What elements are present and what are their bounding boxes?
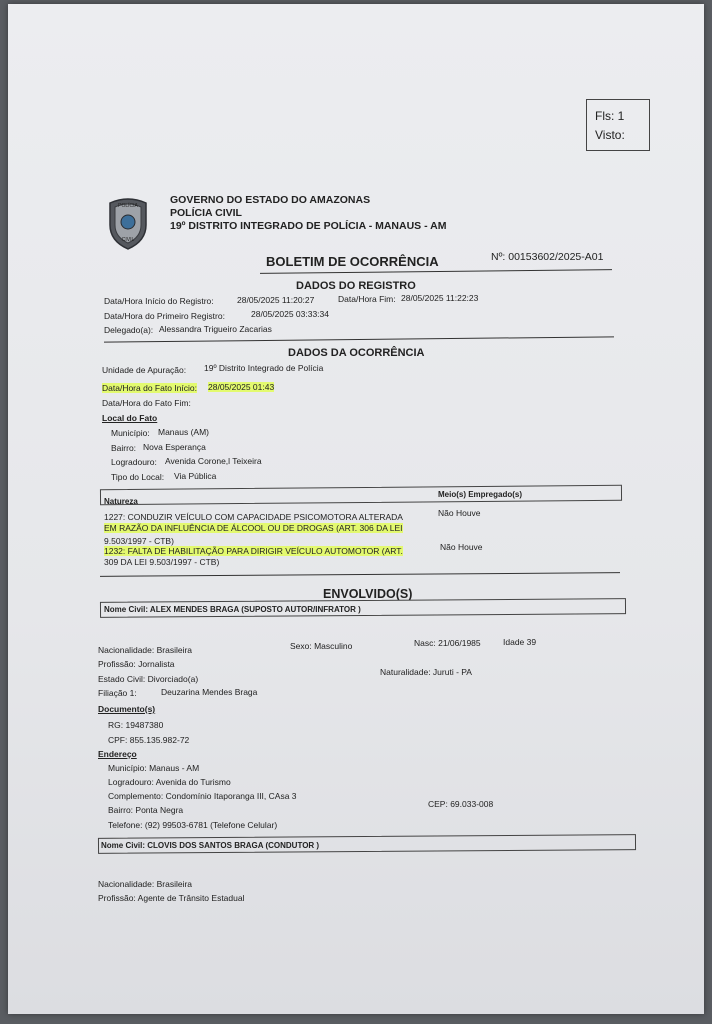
- natureza-row-2-line-2: 309 DA LEI 9.503/1997 - CTB): [104, 557, 220, 567]
- local-municipio-value: Manaus (AM): [158, 427, 210, 437]
- registro-primeiro-value: 28/05/2025 03:33:34: [251, 309, 329, 319]
- header-line-1: GOVERNO DO ESTADO DO AMAZONAS: [170, 194, 371, 206]
- registro-primeiro-label: Data/Hora do Primeiro Registro:: [104, 311, 225, 321]
- registro-rule: [104, 336, 614, 342]
- p1-rg: RG: 19487380: [108, 720, 164, 730]
- document-title: BOLETIM DE OCORRÊNCIA: [266, 254, 439, 269]
- envolvidos-heading: ENVOLVIDO(S): [323, 587, 413, 601]
- local-bairro-value: Nova Esperança: [143, 442, 206, 452]
- p1-documentos-heading: Documento(s): [98, 704, 156, 714]
- natureza-row-2-line-1: 1232: FALTA DE HABILITAÇÃO PARA DIRIGIR VEÍCULO AUTOMOTOR (ART.: [104, 546, 403, 556]
- svg-text:POLÍCIA: POLÍCIA: [118, 203, 138, 209]
- header-line-2: POLÍCIA CIVIL: [170, 207, 242, 219]
- delegado-label: Delegado(a):: [104, 325, 154, 335]
- p1-end-complemento: Complemento: Condomínio Itaporanga III, CAsa 3: [108, 791, 297, 801]
- p1-nasc: Nasc: 21/06/1985: [414, 638, 481, 648]
- meio-col-header: Meio(s) Empregado(s): [438, 490, 523, 499]
- p1-end-cep: CEP: 69.033-008: [428, 799, 494, 809]
- p1-filiacao-value: Deuzarina Mendes Braga: [161, 687, 258, 697]
- p1-cpf: CPF: 855.135.982-72: [108, 735, 190, 745]
- natureza-row-1-line-2: EM RAZÃO DA INFLUÊNCIA DE ÁLCOOL OU DE DROGAS (ART. 306 DA LEI: [104, 523, 403, 533]
- document-sheet: [8, 4, 704, 1014]
- local-municipio-label: Município:: [111, 428, 150, 438]
- police-seal-icon: [106, 197, 150, 251]
- p1-end-bairro: Bairro: Ponta Negra: [108, 805, 184, 815]
- p1-profissao: Profissão: Jornalista: [98, 659, 175, 669]
- unidade-label: Unidade de Apuração:: [102, 365, 187, 375]
- natureza-row-2-meio: Não Houve: [440, 542, 483, 552]
- registro-heading: DADOS DO REGISTRO: [296, 280, 416, 292]
- p1-sexo: Sexo: Masculino: [290, 641, 353, 651]
- p2-nacionalidade: Nacionalidade: Brasileira: [98, 879, 193, 889]
- local-tipo-label: Tipo do Local:: [111, 472, 165, 482]
- natureza-row-1-line-3: 9.503/1997 - CTB): [104, 536, 174, 546]
- natureza-rule: [100, 572, 620, 577]
- p1-end-municipio: Município: Manaus - AM: [108, 763, 200, 773]
- p1-end-logradouro: Logradouro: Avenida do Turismo: [108, 777, 231, 787]
- fato-fim-label: Data/Hora do Fato Fim:: [102, 398, 191, 408]
- natureza-header-box: [100, 485, 622, 506]
- p1-nome: Nome Civil: ALEX MENDES BRAGA (SUPOSTO AUTOR/INFRATOR ): [104, 605, 361, 614]
- p1-naturalidade: Naturalidade: Juruti - PA: [380, 667, 472, 677]
- local-logradouro-label: Logradouro:: [111, 457, 157, 467]
- local-logradouro-value: Avenida Corone,l Teixeira: [165, 456, 262, 466]
- local-tipo-value: Via Pública: [174, 471, 217, 481]
- natureza-row-1-meio: Não Houve: [438, 508, 481, 518]
- p1-endereco-heading: Endereço: [98, 749, 137, 759]
- svg-text:CIVIL: CIVIL: [121, 237, 135, 243]
- p1-end-telefone: Telefone: (92) 99503-6781 (Telefone Celular): [108, 820, 278, 830]
- unidade-value: 19º Distrito Integrado de Polícia: [204, 363, 324, 373]
- p1-idade: Idade 39: [503, 637, 537, 647]
- natureza-col-header: Natureza: [104, 497, 138, 506]
- fato-inicio-value: 28/05/2025 01:43: [208, 382, 275, 392]
- registro-fim-label: Data/Hora Fim:: [338, 294, 396, 304]
- registro-inicio-label: Data/Hora Início do Registro:: [104, 296, 214, 306]
- title-rule: [260, 269, 612, 274]
- visto-label: Visto:: [595, 128, 625, 142]
- p1-filiacao-label: Filiação 1:: [98, 688, 137, 698]
- p1-estado-civil: Estado Civil: Divorciado(a): [98, 674, 199, 684]
- document-number: Nº: 00153602/2025-A01: [491, 251, 604, 263]
- p2-profissao: Profissão: Agente de Trânsito Estadual: [98, 893, 245, 903]
- registro-inicio-value: 28/05/2025 11:20:27: [237, 295, 315, 305]
- p2-nome: Nome Civil: CLOVIS DOS SANTOS BRAGA (CONDUTOR ): [101, 841, 320, 850]
- registro-fim-value: 28/05/2025 11:22:23: [401, 293, 479, 303]
- fls-box: [586, 99, 650, 151]
- fato-inicio-label: Data/Hora do Fato Início:: [102, 383, 197, 393]
- local-bairro-label: Bairro:: [111, 443, 137, 453]
- natureza-row-1-line-1: 1227: CONDUZIR VEÍCULO COM CAPACIDADE PSICOMOTORA ALTERADA: [104, 512, 403, 522]
- header-line-3: 19º DISTRITO INTEGRADO DE POLÍCIA - MANAUS - AM: [170, 220, 447, 232]
- fls-label: Fls: 1: [595, 109, 625, 123]
- local-heading: Local do Fato: [102, 413, 158, 423]
- ocorrencia-heading: DADOS DA OCORRÊNCIA: [288, 347, 425, 359]
- p1-nacionalidade: Nacionalidade: Brasileira: [98, 645, 193, 655]
- delegado-value: Alessandra Trigueiro Zacarias: [159, 324, 272, 334]
